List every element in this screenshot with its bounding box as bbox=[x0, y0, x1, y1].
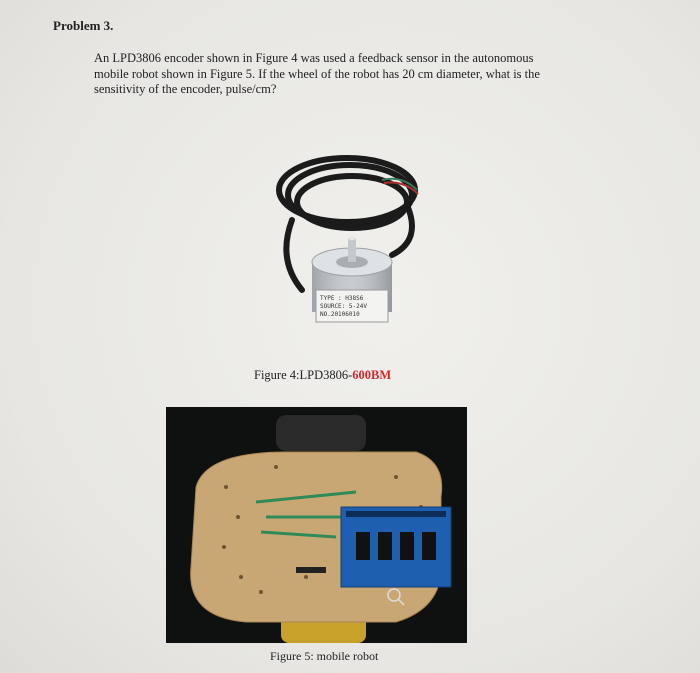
robot-photo bbox=[166, 407, 467, 643]
robot-drawing bbox=[166, 407, 467, 643]
statement-line-3: sensitivity of the encoder, pulse/cm? bbox=[94, 82, 277, 96]
statement-line-1: An LPD3806 encoder shown in Figure 4 was used a feedback sensor in the autonomous bbox=[94, 51, 534, 65]
problem-statement bbox=[94, 51, 614, 98]
problem-title: Problem 3. bbox=[53, 18, 114, 33]
encoder-label-line-3: NO.20106010 bbox=[320, 311, 360, 318]
encoder-label-line-1: TYPE : H38S6 bbox=[320, 295, 364, 302]
encoder-photo bbox=[272, 150, 432, 350]
figure4-caption-text: Figure 4:LPD3806- bbox=[254, 368, 353, 382]
figure4-caption-model: 600BM bbox=[352, 368, 392, 382]
figure5-caption: Figure 5: mobile robot bbox=[270, 649, 379, 663]
figure4-caption bbox=[254, 368, 391, 383]
statement-line-2: mobile robot shown in Figure 5. If the wheel of the robot has 20 cm diameter, what is the bbox=[94, 66, 540, 81]
encoder-label-line-2: SOURCE: 5-24V bbox=[320, 303, 367, 310]
